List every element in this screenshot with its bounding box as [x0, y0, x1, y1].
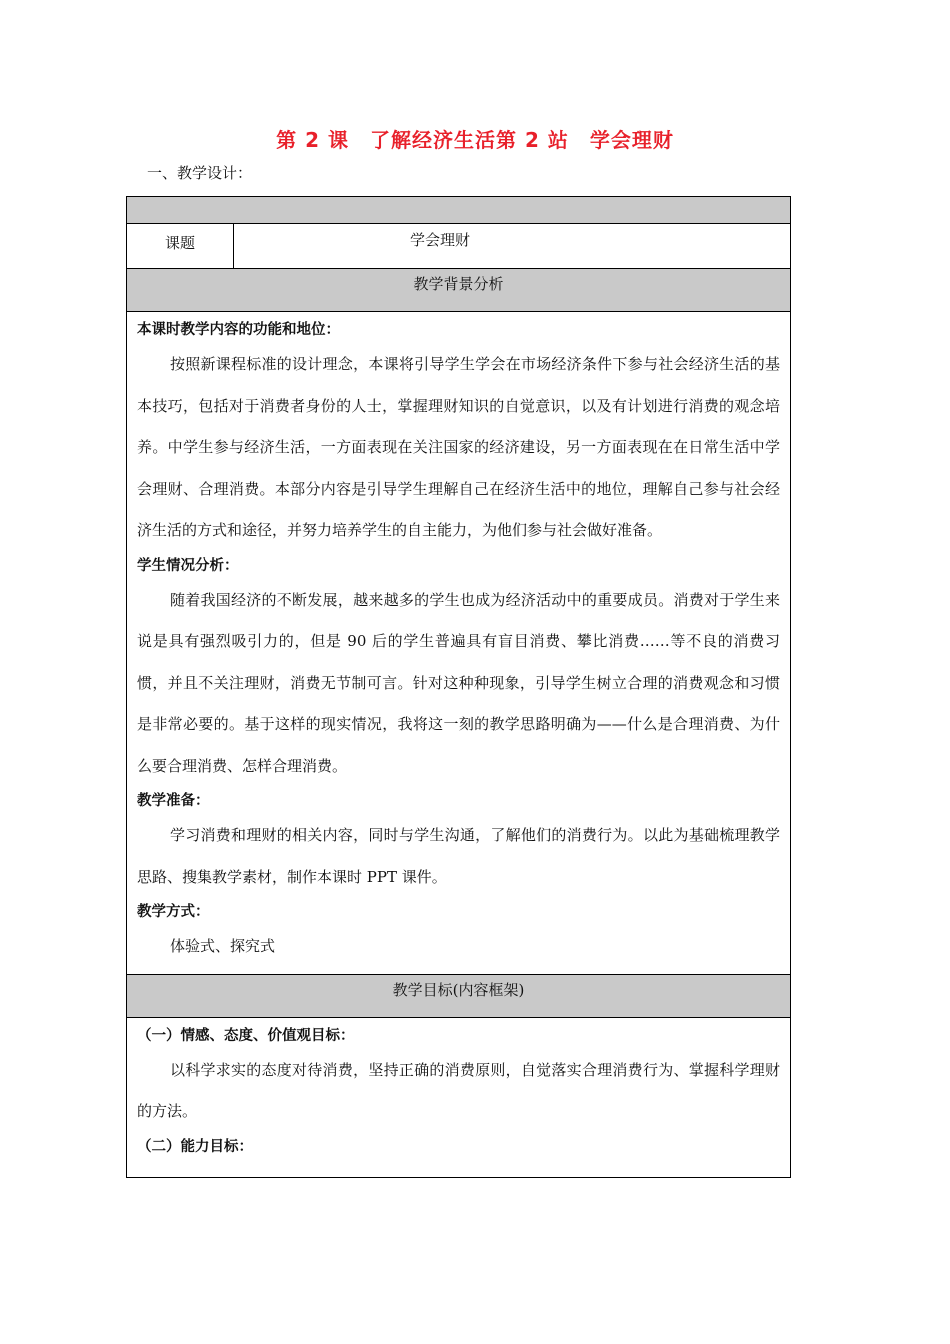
background-header: 教学背景分析: [127, 269, 791, 312]
block-heading-method: 教学方式：: [137, 904, 210, 920]
goals-header-row: [127, 974, 791, 1017]
block-heading-preparation: 教学准备：: [137, 793, 210, 809]
goal-text-emotion: 以科学求实的态度对待消费，坚持正确的消费原则，自觉落实合理消费行为、掌握科学理财的方法。: [137, 1060, 780, 1120]
subject-label: 课题: [127, 224, 234, 269]
subject-value: 学会理财: [234, 224, 791, 269]
goals-header: 教学目标(内容框架): [127, 974, 791, 1017]
goal-heading-emotion: （一）情感、态度、价值观目标：: [137, 1027, 355, 1044]
block-text-function: 按照新课程标准的设计理念，本课将引导学生学会在市场经济条件下参与社会经济生活的基本技巧，包括对于消费者身份的人士，掌握理财知识的自觉意识，以及有计划进行消费的观念培养。中学生参与经济生活，一方面表现在关注国家的经济建设，另一方面表现在在日常生活中学会理财、合理消费。本部分内容是引导学生理解自己在经济生活中的地位，理解自己参与社会经济生活的方式和途径，并努力培养学生的自主能力，为他们参与社会做好准备。: [137, 355, 780, 539]
background-header-row: [127, 269, 791, 312]
background-content-row: [127, 312, 791, 975]
goal-heading-ability: （二）能力目标：: [137, 1138, 253, 1155]
block-text-method: 体验式、探究式: [170, 937, 276, 955]
background-content: [127, 312, 791, 975]
subject-row: [127, 224, 791, 269]
goals-content-row: [127, 1017, 791, 1177]
section-label: 一、教学设计：: [147, 164, 253, 182]
document-title: 第 2 课 了解经济生活第 2 站 学会理财: [276, 128, 674, 152]
block-text-preparation: 学习消费和理财的相关内容，同时与学生沟通，了解他们的消费行为。以此为基础梳理教学思路、搜集教学素材，制作本课时 PPT 课件。: [137, 826, 780, 886]
lesson-design-table: [126, 196, 791, 1178]
table-top-row: [127, 197, 791, 224]
block-text-students: 随着我国经济的不断发展，越来越多的学生也成为经济活动中的重要成员。消费对于学生来说是具有强烈吸引力的，但是 90 后的学生普遍具有盲目消费、攀比消费……等不良的消费习惯，并且不关注理财，消费无节制可言。针对这种种现象，引导学生树立合理的消费观念和习惯是非常必要的。基于这样的现实情况，我将这一刻的教学思路明确为——什么是合理消费、为什么要合理消费、怎样合理消费。: [137, 590, 780, 775]
block-heading-function: 本课时教学内容的功能和地位：: [137, 322, 340, 338]
table-top-cell: [127, 197, 791, 224]
block-heading-students: 学生情况分析：: [137, 557, 239, 574]
goals-content: [127, 1017, 791, 1177]
